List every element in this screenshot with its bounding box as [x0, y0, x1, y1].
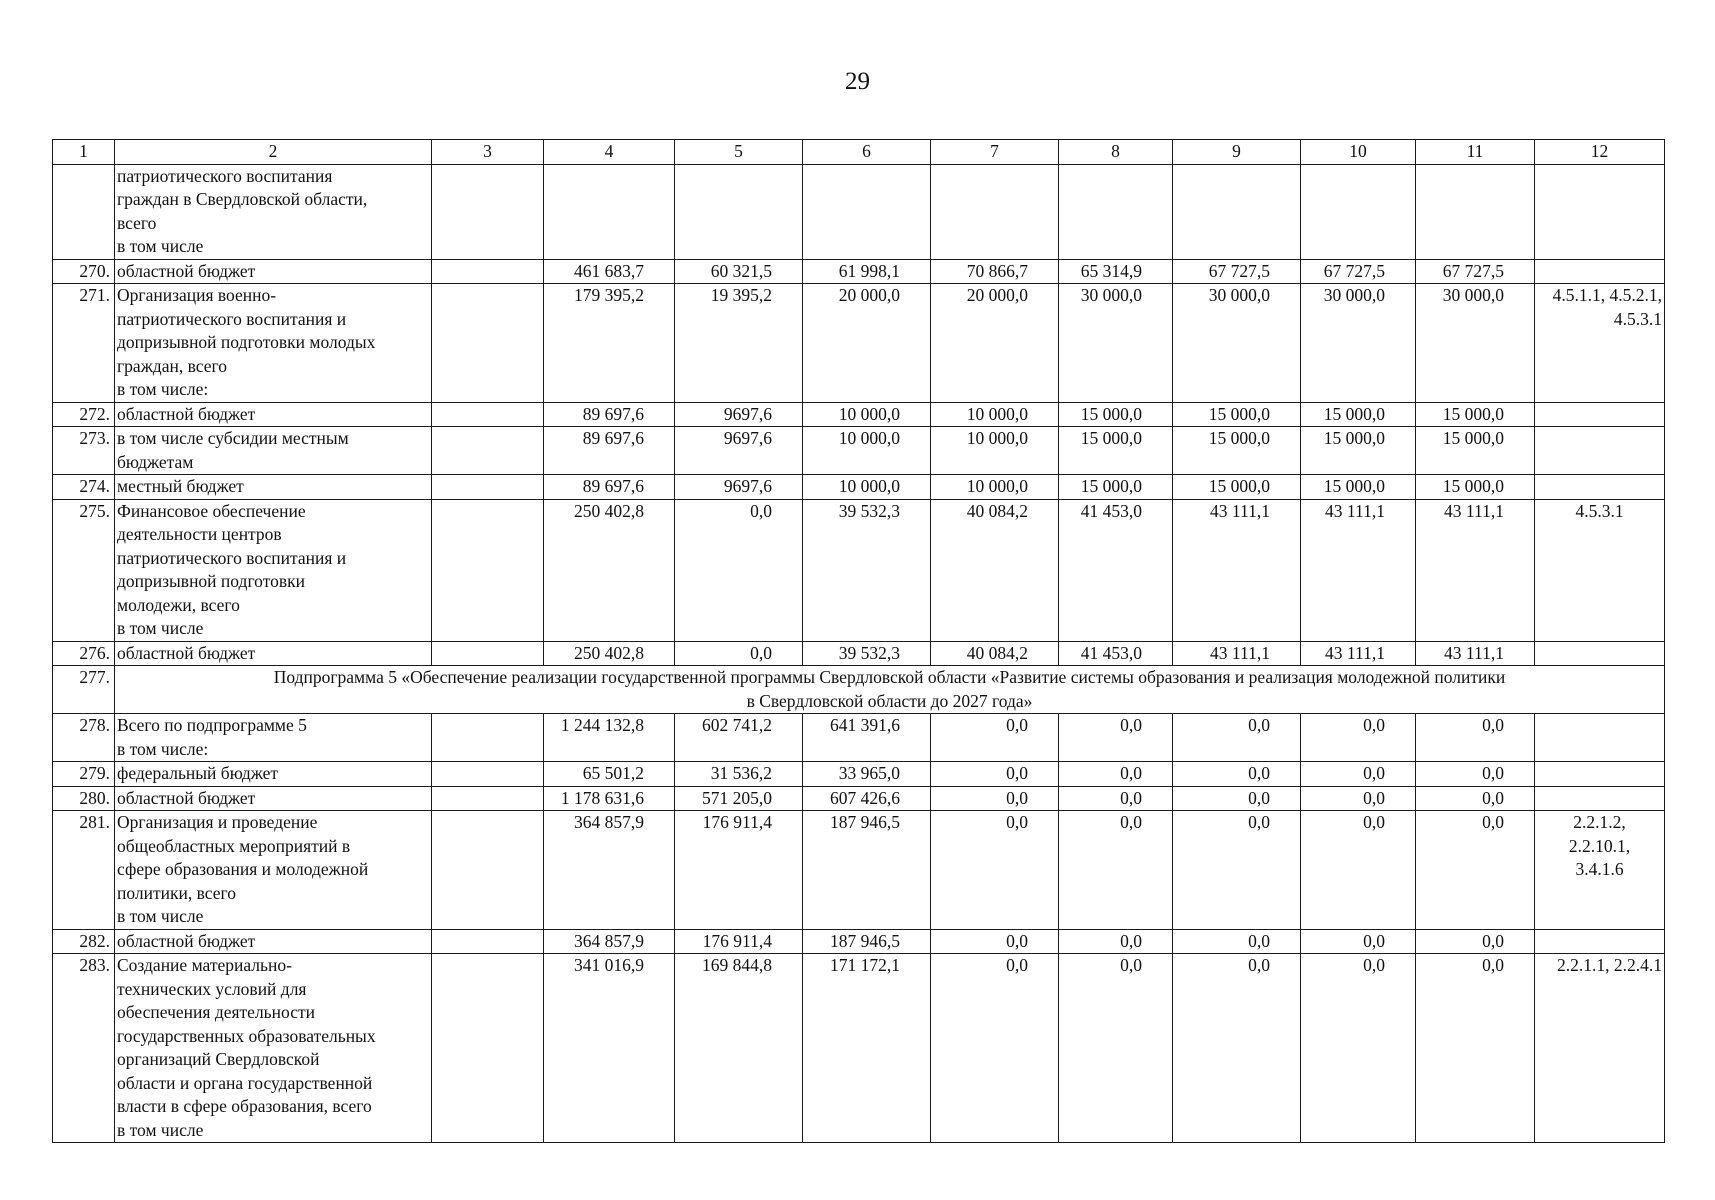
value-cell: 43 111,1	[1416, 641, 1535, 666]
value-cell: 0,0	[1301, 714, 1416, 762]
cell-line: допризывной подготовки	[117, 571, 305, 591]
value-cell: 179 395,2	[544, 284, 675, 403]
value-cell: 0,0	[675, 499, 803, 641]
row-name	[115, 164, 432, 259]
budget-table	[52, 139, 1665, 1143]
empty-col-3	[432, 786, 544, 811]
value-cell: 602 741,2	[675, 714, 803, 762]
column-header: 10	[1301, 140, 1416, 165]
value-cell	[803, 164, 931, 259]
value-cell: 43 111,1	[1301, 641, 1416, 666]
empty-col-3	[432, 427, 544, 475]
row-number: 275.	[53, 499, 115, 641]
table-body	[53, 140, 1665, 1143]
value-cell: 0,0	[931, 954, 1059, 1143]
header-row	[53, 140, 1665, 165]
row-name	[115, 427, 432, 475]
column-header: 2	[115, 140, 432, 165]
value-cell: 15 000,0	[1059, 402, 1173, 427]
value-cell: 61 998,1	[803, 259, 931, 284]
subprogram-title	[115, 666, 1665, 714]
value-cell: 15 000,0	[1173, 475, 1301, 500]
value-cell: 15 000,0	[1059, 427, 1173, 475]
row-name	[115, 402, 432, 427]
cell-line: молодежи, всего	[117, 594, 240, 615]
empty-col-3	[432, 284, 544, 403]
cell-line: всего	[117, 212, 157, 233]
cell-line: в том числе	[117, 1119, 204, 1140]
cell-line: в том числе субсидии местным	[117, 428, 349, 448]
reference-cell	[1535, 475, 1665, 500]
value-cell: 89 697,6	[544, 427, 675, 475]
value-cell: 43 111,1	[1173, 499, 1301, 641]
value-cell: 30 000,0	[1173, 284, 1301, 403]
cell-line: в том числе:	[117, 738, 209, 759]
value-cell: 70 866,7	[931, 259, 1059, 284]
value-cell: 89 697,6	[544, 402, 675, 427]
column-header: 8	[1059, 140, 1173, 165]
cell-line: государственных образовательных	[117, 1025, 376, 1046]
value-cell: 171 172,1	[803, 954, 931, 1143]
value-cell: 31 536,2	[675, 762, 803, 787]
value-cell: 0,0	[931, 714, 1059, 762]
row-number: 278.	[53, 714, 115, 762]
cell-line: в том числе	[117, 906, 204, 926]
column-header: 3	[432, 140, 544, 165]
cell-line: в том числе:	[117, 379, 209, 399]
column-header: 6	[803, 140, 931, 165]
cell-line: бюджетам	[117, 451, 194, 472]
reference-cell	[1535, 714, 1665, 762]
table-row	[53, 402, 1665, 427]
cell-line: областной бюджет	[117, 260, 256, 281]
value-cell: 0,0	[1059, 929, 1173, 954]
cell-line: Подпрограмма 5 «Обеспечение реализации государственной программы Свердловской области «Развитие системы образования и реализация молодежной политики	[273, 667, 1506, 687]
value-cell: 1 178 631,6	[544, 786, 675, 811]
value-cell: 67 727,5	[1416, 259, 1535, 284]
value-cell: 15 000,0	[1301, 402, 1416, 427]
table-row	[53, 475, 1665, 500]
cell-line: 3.4.1.6	[1575, 859, 1624, 879]
row-number: 276.	[53, 641, 115, 666]
column-header: 9	[1173, 140, 1301, 165]
value-cell: 0,0	[1173, 811, 1301, 930]
row-name	[115, 475, 432, 500]
cell-line: Создание материально-	[117, 955, 292, 975]
value-cell: 341 016,9	[544, 954, 675, 1143]
value-cell: 43 111,1	[1416, 499, 1535, 641]
row-number: 271.	[53, 284, 115, 403]
cell-line: 2.2.10.1,	[1568, 835, 1631, 856]
reference-cell	[1535, 402, 1665, 427]
value-cell: 30 000,0	[1059, 284, 1173, 403]
table-row	[53, 762, 1665, 787]
value-cell: 250 402,8	[544, 641, 675, 666]
reference-cell	[1535, 499, 1665, 641]
row-number: 282.	[53, 929, 115, 954]
value-cell: 461 683,7	[544, 259, 675, 284]
value-cell: 9697,6	[675, 402, 803, 427]
reference-cell	[1535, 954, 1665, 1143]
table-row	[53, 811, 1665, 930]
row-number: 270.	[53, 259, 115, 284]
value-cell: 39 532,3	[803, 499, 931, 641]
value-cell: 15 000,0	[1416, 427, 1535, 475]
value-cell: 39 532,3	[803, 641, 931, 666]
value-cell: 0,0	[1416, 714, 1535, 762]
table-row	[53, 641, 1665, 666]
table-row	[53, 259, 1665, 284]
value-cell	[931, 164, 1059, 259]
value-cell: 250 402,8	[544, 499, 675, 641]
value-cell	[544, 164, 675, 259]
value-cell: 33 965,0	[803, 762, 931, 787]
value-cell: 0,0	[1173, 954, 1301, 1143]
cell-line: технических условий для	[117, 978, 307, 999]
value-cell: 15 000,0	[1301, 427, 1416, 475]
value-cell: 0,0	[1301, 929, 1416, 954]
row-number: 280.	[53, 786, 115, 811]
cell-line: 4.5.3.1	[1613, 308, 1662, 329]
column-header: 4	[544, 140, 675, 165]
row-number	[53, 164, 115, 259]
row-name	[115, 714, 432, 762]
cell-line: областной бюджет	[117, 930, 256, 951]
empty-col-3	[432, 929, 544, 954]
value-cell: 15 000,0	[1173, 402, 1301, 427]
cell-line: Организация и проведение	[117, 812, 318, 832]
row-number: 273.	[53, 427, 115, 475]
value-cell: 10 000,0	[931, 475, 1059, 500]
value-cell: 0,0	[1059, 786, 1173, 811]
value-cell: 10 000,0	[931, 427, 1059, 475]
cell-line: в Свердловской области до 2027 года»	[746, 690, 1033, 711]
row-name	[115, 786, 432, 811]
cell-line: патриотического воспитания	[117, 165, 333, 186]
value-cell: 364 857,9	[544, 929, 675, 954]
cell-line: общеобластных мероприятий в	[117, 835, 351, 856]
value-cell: 15 000,0	[1059, 475, 1173, 500]
value-cell: 60 321,5	[675, 259, 803, 284]
value-cell: 0,0	[1059, 811, 1173, 930]
value-cell: 0,0	[931, 786, 1059, 811]
reference-cell	[1535, 762, 1665, 787]
cell-line: 4.5.3.1	[1575, 500, 1624, 521]
value-cell: 15 000,0	[1416, 402, 1535, 427]
table-row	[53, 427, 1665, 475]
value-cell: 641 391,6	[803, 714, 931, 762]
value-cell: 0,0	[1416, 811, 1535, 930]
cell-line: патриотического воспитания и	[117, 308, 347, 329]
value-cell: 41 453,0	[1059, 641, 1173, 666]
cell-line: в том числе	[117, 236, 204, 256]
value-cell: 67 727,5	[1173, 259, 1301, 284]
row-name	[115, 954, 432, 1143]
cell-line: Финансовое обеспечение	[117, 500, 306, 521]
value-cell: 19 395,2	[675, 284, 803, 403]
reference-cell	[1535, 641, 1665, 666]
value-cell: 0,0	[1416, 786, 1535, 811]
value-cell: 67 727,5	[1301, 259, 1416, 284]
value-cell: 0,0	[1416, 929, 1535, 954]
value-cell: 0,0	[931, 929, 1059, 954]
value-cell: 0,0	[1059, 762, 1173, 787]
cell-line: федеральный бюджет	[117, 763, 279, 783]
value-cell: 0,0	[1173, 929, 1301, 954]
table-row	[53, 929, 1665, 954]
cell-line: 2.2.1.2,	[1573, 812, 1626, 832]
value-cell: 10 000,0	[931, 402, 1059, 427]
value-cell: 169 844,8	[675, 954, 803, 1143]
empty-col-3	[432, 954, 544, 1143]
reference-cell	[1535, 284, 1665, 403]
reference-cell	[1535, 259, 1665, 284]
empty-col-3	[432, 811, 544, 930]
value-cell: 30 000,0	[1301, 284, 1416, 403]
empty-col-3	[432, 714, 544, 762]
value-cell: 89 697,6	[544, 475, 675, 500]
value-cell: 0,0	[1059, 714, 1173, 762]
cell-line: 4.5.1.1, 4.5.2.1,	[1552, 285, 1662, 305]
value-cell: 0,0	[1416, 954, 1535, 1143]
row-name	[115, 259, 432, 284]
column-header: 11	[1416, 140, 1535, 165]
value-cell	[1416, 164, 1535, 259]
row-name	[115, 929, 432, 954]
row-number: 277.	[53, 666, 115, 714]
cell-line: 2.2.1.1, 2.2.4.1	[1557, 955, 1662, 975]
value-cell: 10 000,0	[803, 402, 931, 427]
row-name	[115, 762, 432, 787]
cell-line: граждан в Свердловской области,	[117, 189, 368, 209]
cell-line: Всего по подпрограмме 5	[117, 715, 307, 735]
value-cell: 187 946,5	[803, 929, 931, 954]
value-cell	[1059, 164, 1173, 259]
value-cell: 30 000,0	[1416, 284, 1535, 403]
value-cell: 9697,6	[675, 475, 803, 500]
row-number: 283.	[53, 954, 115, 1143]
value-cell: 40 084,2	[931, 641, 1059, 666]
reference-cell	[1535, 811, 1665, 930]
reference-cell	[1535, 427, 1665, 475]
value-cell: 0,0	[931, 811, 1059, 930]
column-header: 7	[931, 140, 1059, 165]
empty-col-3	[432, 475, 544, 500]
column-header: 12	[1535, 140, 1665, 165]
value-cell: 9697,6	[675, 427, 803, 475]
table-row	[53, 284, 1665, 403]
value-cell: 0,0	[1416, 762, 1535, 787]
cell-line: организаций Свердловской	[117, 1049, 320, 1069]
row-number: 272.	[53, 402, 115, 427]
table-row	[53, 786, 1665, 811]
row-number: 274.	[53, 475, 115, 500]
cell-line: областной бюджет	[117, 403, 256, 424]
value-cell: 176 911,4	[675, 929, 803, 954]
value-cell: 40 084,2	[931, 499, 1059, 641]
cell-line: граждан, всего	[117, 355, 227, 376]
value-cell: 0,0	[1301, 786, 1416, 811]
value-cell: 65 501,2	[544, 762, 675, 787]
value-cell: 0,0	[675, 641, 803, 666]
value-cell: 0,0	[1301, 811, 1416, 930]
table-row	[53, 164, 1665, 259]
cell-line: сфере образования и молодежной	[117, 859, 369, 879]
cell-line: местный бюджет	[117, 476, 244, 496]
value-cell: 65 314,9	[1059, 259, 1173, 284]
cell-line: политики, всего	[117, 882, 237, 903]
value-cell: 41 453,0	[1059, 499, 1173, 641]
value-cell: 187 946,5	[803, 811, 931, 930]
column-header: 1	[53, 140, 115, 165]
cell-line: допризывной подготовки молодых	[117, 332, 376, 352]
value-cell: 15 000,0	[1416, 475, 1535, 500]
cell-line: обеспечения деятельности	[117, 1002, 315, 1022]
value-cell: 0,0	[1173, 762, 1301, 787]
value-cell: 364 857,9	[544, 811, 675, 930]
row-name	[115, 811, 432, 930]
cell-line: в том числе	[117, 618, 204, 638]
row-name	[115, 641, 432, 666]
value-cell: 0,0	[1059, 954, 1173, 1143]
cell-line: Организация военно-	[117, 285, 277, 305]
value-cell: 176 911,4	[675, 811, 803, 930]
cell-line: областной бюджет	[117, 642, 256, 663]
value-cell: 43 111,1	[1301, 499, 1416, 641]
cell-line: деятельности центров	[117, 524, 282, 544]
reference-cell	[1535, 929, 1665, 954]
empty-col-3	[432, 499, 544, 641]
value-cell: 0,0	[1301, 954, 1416, 1143]
value-cell: 1 244 132,8	[544, 714, 675, 762]
value-cell: 20 000,0	[803, 284, 931, 403]
value-cell: 20 000,0	[931, 284, 1059, 403]
table-row	[53, 714, 1665, 762]
cell-line: патриотического воспитания и	[117, 547, 347, 568]
value-cell: 10 000,0	[803, 427, 931, 475]
value-cell	[1173, 164, 1301, 259]
value-cell: 0,0	[1173, 786, 1301, 811]
value-cell: 0,0	[931, 762, 1059, 787]
row-number: 281.	[53, 811, 115, 930]
cell-line: власти в сфере образования, всего	[117, 1096, 372, 1116]
table-row	[53, 499, 1665, 641]
value-cell: 15 000,0	[1173, 427, 1301, 475]
cell-line: областной бюджет	[117, 787, 256, 808]
empty-col-3	[432, 259, 544, 284]
value-cell: 43 111,1	[1173, 641, 1301, 666]
empty-col-3	[432, 164, 544, 259]
table-row	[53, 666, 1665, 714]
value-cell	[675, 164, 803, 259]
page-number: 29	[845, 68, 870, 95]
value-cell	[1301, 164, 1416, 259]
row-number: 279.	[53, 762, 115, 787]
empty-col-3	[432, 641, 544, 666]
reference-cell	[1535, 786, 1665, 811]
table-row	[53, 954, 1665, 1143]
empty-col-3	[432, 402, 544, 427]
value-cell: 10 000,0	[803, 475, 931, 500]
value-cell: 571 205,0	[675, 786, 803, 811]
value-cell: 0,0	[1173, 714, 1301, 762]
value-cell: 607 426,6	[803, 786, 931, 811]
column-header: 5	[675, 140, 803, 165]
value-cell: 15 000,0	[1301, 475, 1416, 500]
value-cell: 0,0	[1301, 762, 1416, 787]
cell-line: области и органа государственной	[117, 1072, 373, 1093]
empty-col-3	[432, 762, 544, 787]
reference-cell	[1535, 164, 1665, 259]
row-name	[115, 284, 432, 403]
row-name	[115, 499, 432, 641]
